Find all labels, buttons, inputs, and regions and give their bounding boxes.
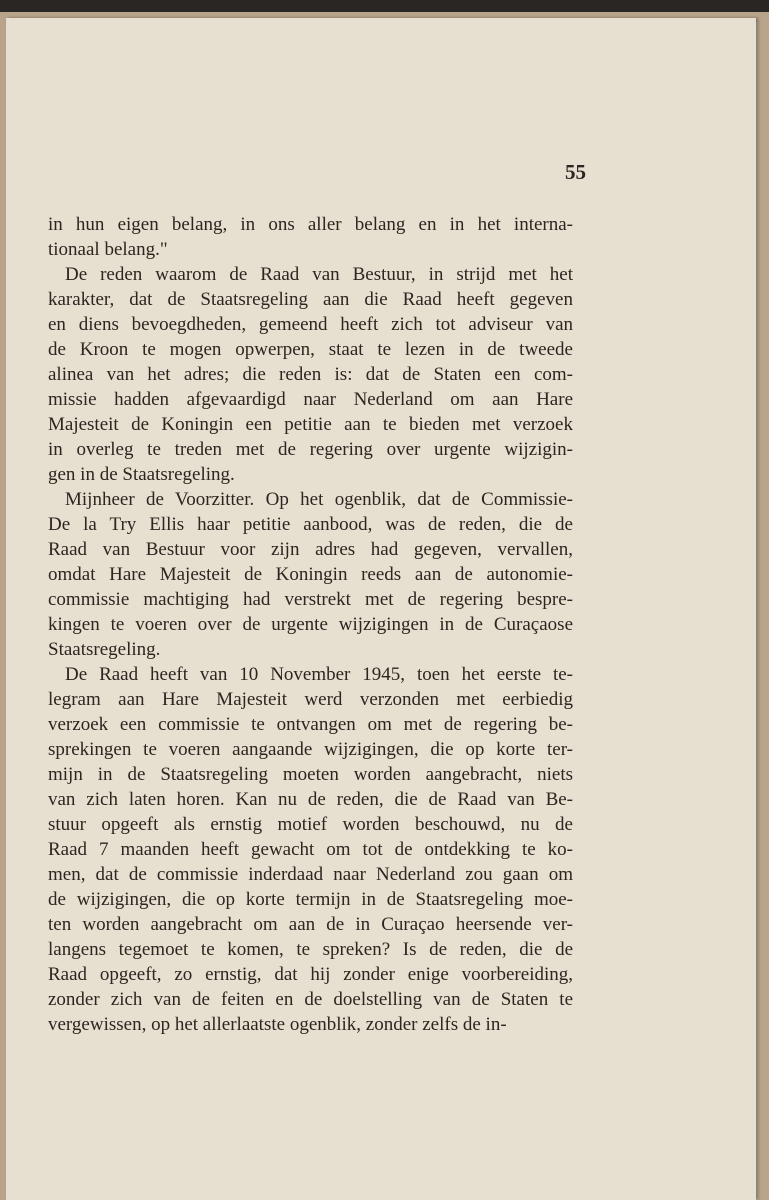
text-line: men, dat de commissie inderdaad naar Nederland zou gaan om (48, 864, 573, 885)
text-line: in overleg te treden met de regering over urgente wijzigin- (48, 439, 573, 460)
text-line: de Kroon te mogen opwerpen, staat te lezen in de tweede (48, 339, 573, 360)
text-line: van zich laten horen. Kan nu de reden, die de Raad van Be- (48, 789, 573, 810)
text-line: Staatsregeling. (48, 639, 161, 660)
text-line: stuur opgeeft als ernstig motief worden beschouwd, nu de (48, 814, 573, 835)
body-text (48, 212, 573, 1037)
text-line: in hun eigen belang, in ons aller belang en in het interna- (48, 214, 573, 235)
text-line: Raad opgeeft, zo ernstig, dat hij zonder enige voorbereiding, (48, 964, 573, 985)
text-line: De reden waarom de Raad van Bestuur, in strijd met het (65, 264, 573, 285)
text-line: De la Try Ellis haar petitie aanbood, was de reden, die de (48, 514, 573, 535)
text-line: alinea van het adres; die reden is: dat de Staten een com- (48, 364, 573, 385)
text-line: Majesteit de Koningin een petitie aan te bieden met verzoek (48, 414, 573, 435)
text-line: sprekingen te voeren aangaande wijzigingen, die op korte ter- (48, 739, 573, 760)
text-line: ten worden aangebracht om aan de in Curaçao heersende ver- (48, 914, 573, 935)
text-line: kingen te voeren over de urgente wijzigingen in de Curaçaose (48, 614, 573, 635)
text-line: gen in de Staatsregeling. (48, 464, 235, 485)
text-line: missie hadden afgevaardigd naar Nederland om aan Hare (48, 389, 573, 410)
text-line: commissie machtiging had verstrekt met de regering bespre- (48, 589, 573, 610)
text-line: tionaal belang." (48, 239, 168, 260)
text-line: Raad van Bestuur voor zijn adres had gegeven, vervallen, (48, 539, 573, 560)
text-line: mijn in de Staatsregeling moeten worden aangebracht, niets (48, 764, 573, 785)
page-number: 55 (565, 160, 586, 184)
text-line: de wijzigingen, die op korte termijn in de Staatsregeling moe- (48, 889, 573, 910)
text-line: Mijnheer de Voorzitter. Op het ogenblik, dat de Commissie- (65, 489, 573, 510)
text-line: vergewissen, op het allerlaatste ogenblik, zonder zelfs de in- (48, 1014, 507, 1035)
text-line: karakter, dat de Staatsregeling aan die Raad heeft gegeven (48, 289, 573, 310)
text-line: legram aan Hare Majesteit werd verzonden met eerbiedig (48, 689, 573, 710)
text-line: en diens bevoegdheden, gemeend heeft zich tot adviseur van (48, 314, 573, 335)
text-line: zonder zich van de feiten en de doelstelling van de Staten te (48, 989, 573, 1010)
text-line: De Raad heeft van 10 November 1945, toen het eerste te- (65, 664, 573, 685)
text-line: verzoek een commissie te ontvangen om met de regering be- (48, 714, 573, 735)
text-line: langens tegemoet te komen, te spreken? Is de reden, die de (48, 939, 573, 960)
text-line: omdat Hare Majesteit de Koningin reeds aan de autonomie- (48, 564, 573, 585)
text-line: Raad 7 maanden heeft gewacht om tot de ontdekking te ko- (48, 839, 573, 860)
